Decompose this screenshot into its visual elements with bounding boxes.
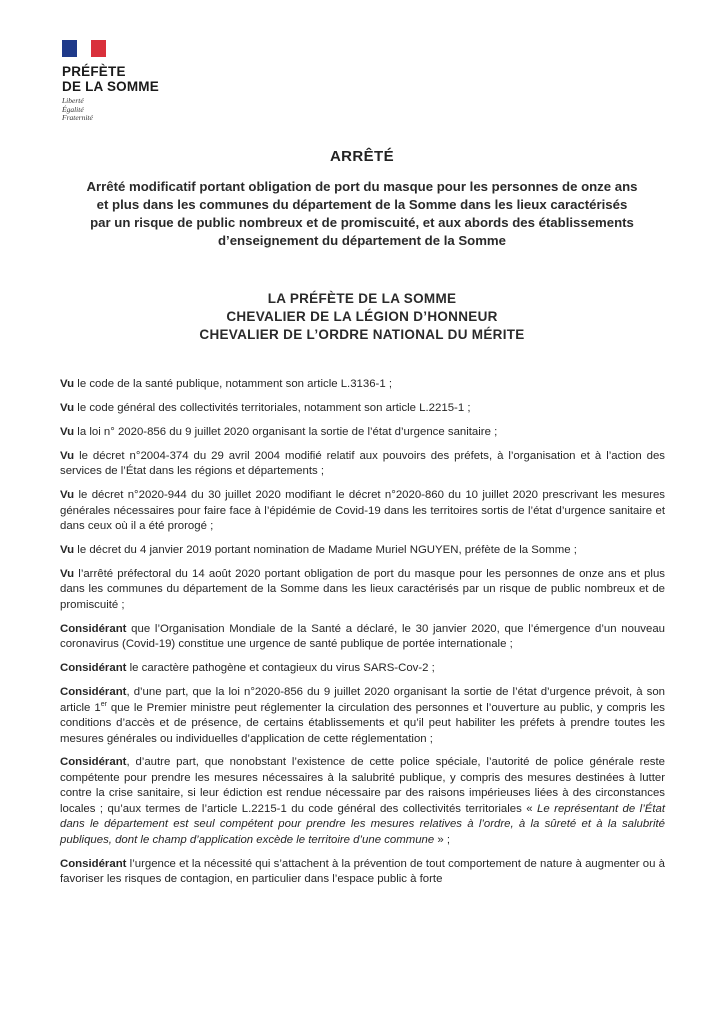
document-subject: Arrêté modificatif portant obligation de port du masque pour les personnes de onze ans et plus dans les communes du département de la Somme dans les lieux caractérisés par un risque de public nombreux et de promiscuité, et aux abords des établissements d’enseignement du département de la Somme [86, 179, 638, 248]
motto-egalite: Égalité [62, 104, 84, 114]
recital-text: l’urgence et la nécessité qui s’attachent à la prévention de tout comportement de nature à augmenter ou à favoriser les risques de contagion, en particulier dans l’espace public à forte [60, 857, 665, 886]
recital-lead: Considérant [60, 662, 127, 675]
recital-text: , d’autre part, que nonobstant l’existence de cette police spéciale, l’autorité de police générale reste compétente pour prendre les mesures nécessaires à la salubrité publique, y compris des mesures destinées à lutter contre la crise sanitaire, si leur édiction est rendue nécessaire par des raisons impérieuses liées à des circonstances locales ; qu’aux termes de l’article L.2215-1 du code général des collectivités territoriales « [60, 756, 665, 815]
recital-text: l’arrêté préfectoral du 14 août 2020 portant obligation de port du masque pour les personnes de onze ans et plus dans les communes du département de la Somme dans les lieux caractérisés par un risque de public nombreux et de promiscuité ; [60, 567, 665, 611]
authority-line-3: CHEVALIER DE L’ORDRE NATIONAL DU MÉRITE [199, 327, 525, 342]
recital-text-continued: que le Premier ministre peut réglementer la circulation des personnes et l’ouverture au public, y compris les conditions d’accès et de présence, de certains établissements et qu’il peut habiliter les préfets à prendre toutes les mesures générales ou individuelles d’application de cette réglementation ; [60, 701, 665, 745]
recital-paragraph [60, 567, 665, 614]
recital-lead: Vu [60, 489, 75, 502]
quoted-article: Le représentant de l’État dans le département est seul compétent pour prendre les mesures relatives à l’ordre, à la sûreté et à la salubrité publiques, dont le champ d’application excède le territoire d’une commune [60, 802, 665, 846]
recital-paragraph [60, 425, 665, 441]
document-title: ARRÊTÉ [329, 148, 395, 165]
recital-text: le décret du 4 janvier 2019 portant nomination de Madame Muriel NGUYEN, préfète de la Somme ; [74, 543, 577, 556]
recital-text: le code général des collectivités territoriales, notamment son article L.2215-1 ; [74, 401, 471, 414]
recital-lead: Vu [60, 401, 75, 414]
prefecture-logo [60, 40, 200, 123]
recitals [60, 377, 665, 896]
marianne-icon [74, 40, 96, 57]
recital-lead: Vu [60, 378, 75, 390]
recital-lead: Vu [60, 449, 75, 462]
republic-motto [62, 97, 200, 123]
motto-liberte: Liberté [62, 96, 84, 105]
recital-paragraph [60, 685, 665, 747]
recital-lead: Vu [60, 425, 75, 438]
recital-text: la loi n° 2020-856 du 9 juillet 2020 organisant la sortie de l’état d’urgence sanitaire ; [74, 425, 498, 438]
logo-line-2: DE LA SOMME [62, 79, 159, 94]
recital-paragraph [60, 857, 665, 888]
recital-lead: Considérant [60, 622, 127, 635]
recital-lead: Considérant [60, 857, 127, 870]
authority-line-1: LA PRÉFÈTE DE LA SOMME [267, 291, 457, 306]
recital-lead: Considérant [60, 756, 127, 769]
recital-text-continued: » ; [434, 833, 451, 846]
recital-text: le décret n°2004-374 du 29 avril 2004 modifié relatif aux pouvoirs des préfets, à l’organisation et à l’action des services de l’État dans les régions et départements ; [60, 449, 665, 478]
recital-paragraph [60, 401, 665, 417]
authority-line-2: CHEVALIER DE LA LÉGION D’HONNEUR [226, 309, 498, 324]
recital-text: , d’une part, que la loi n°2020-856 du 9 juillet 2020 organisant la sortie de l’état d’urgence prévoit, à son article 1 [60, 686, 665, 714]
logo-line-1: PRÉFÈTE [62, 64, 126, 79]
recital-text: le caractère pathogène et contagieux du virus SARS-Cov-2 ; [126, 662, 435, 675]
recital-text: que l’Organisation Mondiale de la Santé a déclaré, le 30 janvier 2020, que l’émergence d’un nouveau coronavirus (Covid-19) constitue une urgence de santé publique de portée internationale ; [60, 622, 665, 651]
issuing-authority [60, 290, 664, 344]
recital-lead: Considérant [60, 686, 127, 699]
recital-paragraph [60, 543, 665, 559]
recital-paragraph [60, 377, 665, 393]
recital-text: le décret n°2020-944 du 30 juillet 2020 modifiant le décret n°2020-860 du 10 juillet 2020 prescrivant les mesures générales nécessaires pour faire face à l’épidémie de Covid-19 dans les territoires sortis de l’état d’urgence sanitaire et dans ceux où il a été prorogé ; [60, 489, 665, 533]
recital-lead: Vu [60, 543, 75, 556]
recital-text: le code de la santé publique, notamment son article L.3136-1 ; [74, 378, 393, 390]
recital-paragraph [60, 755, 665, 848]
recital-paragraph [60, 449, 665, 480]
motto-fraternite: Fraternité [62, 113, 93, 122]
recital-paragraph [60, 488, 665, 535]
recital-lead: Vu [60, 567, 75, 580]
ordinal-superscript: er [100, 700, 107, 708]
recital-paragraph [60, 622, 665, 653]
recital-paragraph [60, 661, 665, 677]
